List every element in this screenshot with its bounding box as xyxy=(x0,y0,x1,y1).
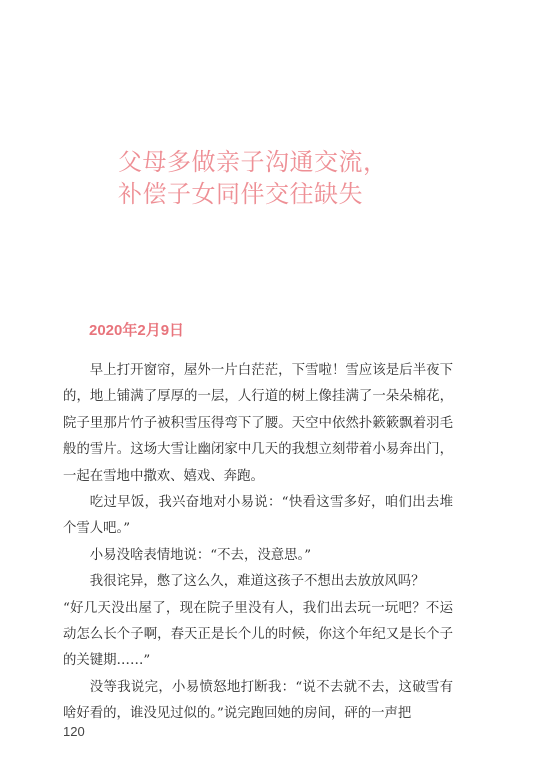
paragraph: 吃过早饭，我兴奋地对小易说：“快看这雪多好，咱们出去堆个雪人吧。” xyxy=(63,495,453,537)
chapter-title-line-1: 父母多做亲子沟通交流， xyxy=(118,148,388,176)
chapter-title-line-2: 补偿子女同伴交往缺失 xyxy=(118,180,363,208)
paragraph: 早上打开窗帘，屋外一片白茫茫，下雪啦！雪应该是后半夜下的，地上铺满了厚厚的一层，人行道的树上像挂满了一朵朵棉花，院子里那片竹子被积雪压得弯下了腰。天空中依然扑簌簌飘着羽毛般的雪片。这场大雪让幽闭家中几天的我想立刻带着小易奔出门，一起在雪地中撒欢、嬉戏、奔跑。 xyxy=(63,363,453,484)
paragraph: “好几天没出屋了，现在院子里没有人，我们出去玩一玩吧？不运动怎么长个子啊，春天正是长个儿的时候，你这个年纪又是长个子的关键期……” xyxy=(63,600,453,669)
paragraph: 我很诧异，憋了这么久，难道这孩子不想出去放放风吗？ xyxy=(89,574,425,590)
paragraph: 没等我说完，小易愤怒地打断我：“说不去就不去，这破雪有啥好看的，谁没见过似的。”说完跑回她的房间，砰的一声把 xyxy=(63,679,453,722)
chapter-title xyxy=(118,146,388,210)
paragraph: 小易没啥表情地说：“不去，没意思。” xyxy=(89,547,312,563)
diary-entry-body xyxy=(63,358,453,728)
diary-entry-date: 2020年2月9日 xyxy=(89,322,185,339)
page-number: 120 xyxy=(63,724,85,739)
